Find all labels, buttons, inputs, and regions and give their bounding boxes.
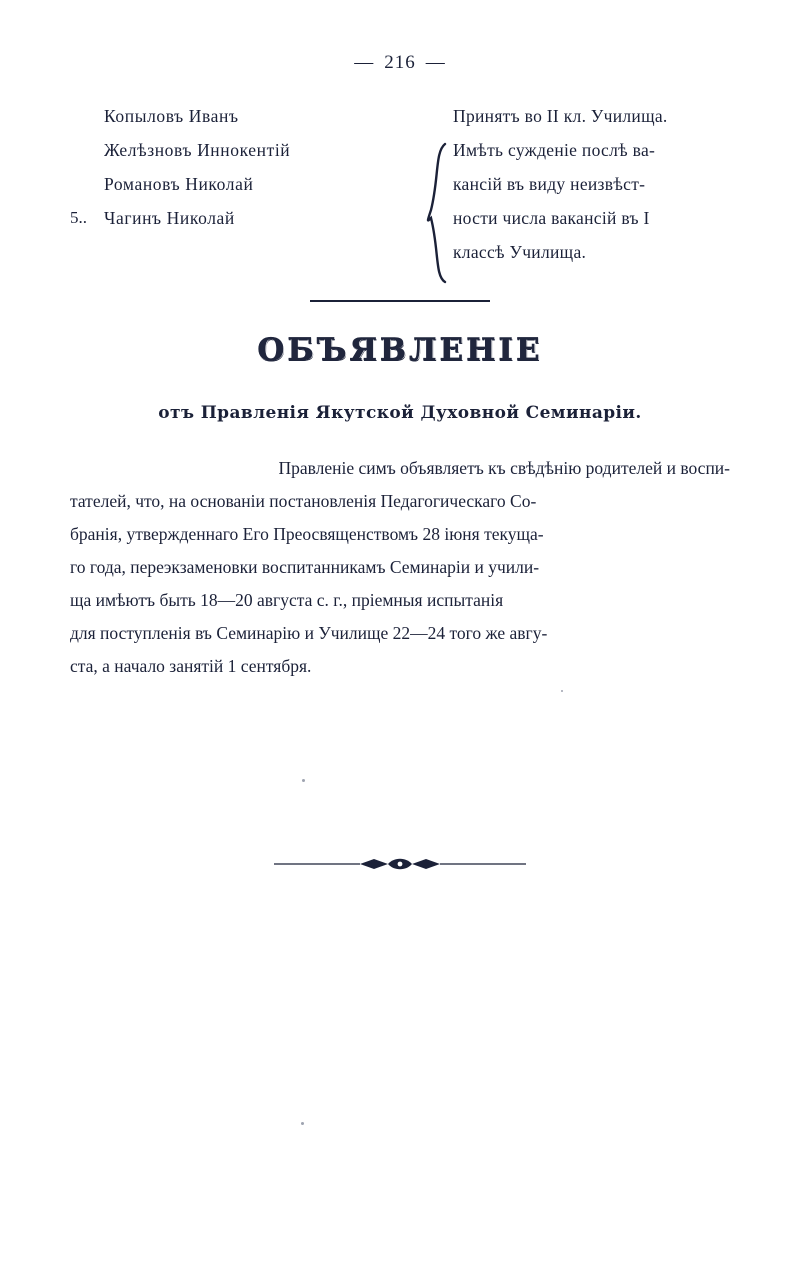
list-item-number: 5..: [70, 208, 87, 227]
page-number-dash-right: —: [425, 52, 446, 73]
body-line: [70, 584, 730, 617]
decision-line: [453, 242, 793, 276]
list-item-name: Желѣзновъ Иннокентій: [104, 140, 291, 160]
decision-first-line: Принятъ во II кл. Училища.: [453, 106, 668, 126]
print-speck: [561, 690, 563, 692]
section-divider: [310, 300, 490, 302]
body-line: [70, 551, 730, 584]
body-line-text: го года, переэкзаменовки воспитанникамъ Семинаріи и учили-: [70, 557, 540, 577]
body-line-text: бранія, утвержденнаго Его Преосвященствомъ 28 іюня текуща-: [70, 524, 544, 544]
body-paragraph: [70, 452, 730, 683]
body-line: [70, 617, 730, 650]
decision-line-text: классѣ Училища.: [453, 242, 587, 262]
body-line-text: ща имѣютъ быть 18—20 августа с. г., пріемныя испытанія: [70, 590, 504, 610]
decorative-divider-icon: [0, 855, 800, 878]
list-item-name: Копыловъ Иванъ: [104, 106, 239, 126]
list-item-name: Чагинъ Николай: [104, 208, 235, 228]
print-speck: [301, 1122, 304, 1125]
decision-line-text: ности числа вакансій въ I: [453, 208, 650, 228]
admissions-list: [70, 106, 750, 262]
decision-brace-text: [453, 140, 793, 276]
decision-line-text: кансій въ виду неизвѣст-: [453, 174, 646, 194]
body-line: [70, 518, 730, 551]
page-number-value: 216: [384, 52, 416, 73]
body-line-text: ста, а начало занятій 1 сентября.: [70, 656, 312, 676]
body-line-text: Правленіе симъ объявляетъ къ свѣдѣнію родителей и воспи-: [278, 458, 730, 478]
body-line-text: для поступленія въ Семинарію и Училище 22—24 того же авгу-: [70, 623, 548, 643]
body-line-text: тателей, что, на основаніи постановленія Педагогическаго Со-: [70, 491, 537, 511]
page-number: [0, 52, 800, 74]
page-number-dash-left: —: [354, 52, 375, 73]
decision-line: [453, 140, 793, 174]
paragraph-indent: [70, 452, 112, 485]
body-line: [70, 485, 730, 518]
body-line: [70, 452, 730, 485]
list-item-name: Романовъ Николай: [104, 174, 254, 194]
decision-line: [453, 174, 793, 208]
page-subtitle: отъ Правленія Якутской Духовной Семинаріи.: [158, 403, 642, 423]
curly-brace-icon: [425, 142, 451, 284]
print-speck: [302, 779, 305, 782]
page-title: ОБЪЯВЛЕНІЕ: [257, 332, 543, 368]
body-line: [70, 650, 730, 683]
decision-line: [453, 208, 793, 242]
decision-line-text: Имѣть сужденіе послѣ ва-: [453, 140, 656, 160]
